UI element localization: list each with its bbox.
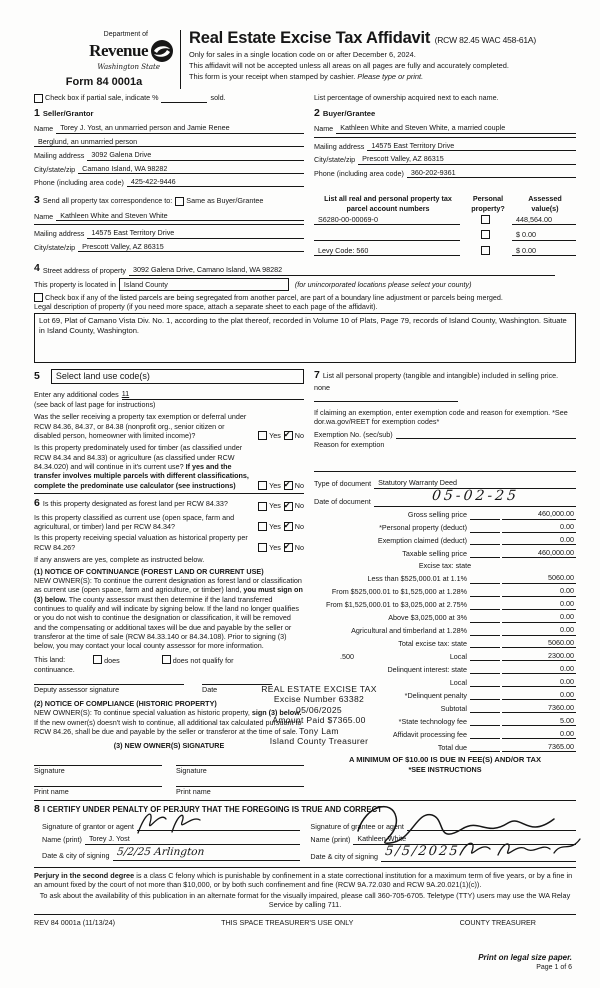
- street-address-input[interactable]: 3092 Galena Drive, Camano Island, WA 98282: [129, 265, 555, 275]
- same-as-buyer-label: Same as Buyer/Grantee: [186, 196, 264, 206]
- owner-signature-line-2[interactable]: Signature: [176, 765, 304, 775]
- section-5-number: 5: [34, 369, 40, 382]
- partial-sale-percent-input[interactable]: [161, 102, 207, 103]
- buyer-mailing-input[interactable]: 14575 East Territory Drive: [367, 141, 576, 151]
- notice-compliance-title: (2) NOTICE OF COMPLIANCE (HISTORIC PROPERTY): [34, 698, 217, 708]
- this-land-label: This land:: [34, 654, 66, 664]
- dept-of-label: Department of: [103, 31, 148, 38]
- section-3-title: Send all property tax correspondence to:: [42, 196, 173, 206]
- partial-sale-checkbox[interactable]: [34, 94, 43, 103]
- personal-property-checkbox-2[interactable]: [481, 230, 490, 239]
- document-date-input[interactable]: 05-02-25: [431, 488, 521, 505]
- does-not-checkbox[interactable]: [162, 655, 171, 664]
- gross-selling-price-value[interactable]: 460,000.00: [502, 509, 576, 519]
- certify-statement: I CERTIFY UNDER PENALTY OF PERJURY THAT THE FOREGOING IS TRUE AND CORRECT: [42, 805, 383, 815]
- excise-tax-state-header: Excise tax: state: [418, 561, 472, 571]
- additional-codes-input[interactable]: 11: [122, 389, 136, 399]
- assessed-value-input-2[interactable]: $ 0.00: [512, 230, 576, 240]
- tax-computation: Gross selling price 460,000.00 *Personal property (deduct) 0.00 Exemption claimed (deduct) 0.00 Taxable selling price 460,000.00 Excise tax: state Less than $525,000.01 at 1.1% 5060.00 From $525,000.01 to $1,525,000 at 1.28% 0.00 From $1,525,000.01 to $3,025,000 at 2.75% 0.00 Above $3,025,000 at 3% 0.00 Agricultural and timberland at 1.28% 0.00 Total excise tax: state 5060.00 .500 Local 2300.00 Delinquent interest: state 0.00 Local 0.00 *Delinquent penalty 0.00 Subtotal 7360.00 *State technology fee 5.00 Affidavit processing fee 0.00 Total due 7365.00 A MINIMUM OF $10.00 IS DUE IN FEE(S) AND/OR TAX *SEE INSTRUCTIONS: [314, 509, 576, 774]
- parcel-row: [314, 246, 576, 256]
- historical-question: Is this property receiving special valuation as historical property per RCW 84.26?: [34, 533, 248, 552]
- section-1-number: 1: [34, 106, 40, 119]
- total-excise-state-value[interactable]: 5060.00: [502, 638, 576, 648]
- seller-phone-input[interactable]: 425-422-9446: [127, 177, 304, 187]
- tier3-value[interactable]: 0.00: [502, 599, 576, 609]
- section-4-number: 4: [34, 262, 40, 275]
- ownership-note: List percentage of ownership acquired next to each name.: [314, 93, 499, 103]
- section-1-seller: [34, 107, 314, 187]
- personal-property-deduct-value[interactable]: 0.00: [502, 522, 576, 532]
- stamp-date: 05/06/2025: [295, 704, 342, 715]
- section-7-number: 7: [314, 368, 320, 381]
- document-type-label: Type of document: [314, 479, 372, 489]
- section-6: 6 Is this property designated as forest land per RCW 84.33? Yes ✔ No Is this property classified as current use (open space, farm and agricultural, or timber) land per RCW 84.34? Yes ✔ No Is this property receiving special valuation as historical property per RCW 84.26? Yes ✔ No If any answers are yes, complete as instructed below. (1) NOTICE OF CONTINUANCE (FOREST LAND OR CURRENT USE) NEW OWNER(S): To continue the current designation as forest land or classification as current use (open space, farm and agriculture, or timber) land, you must sign on (3) below. The county assessor must then determine if the land transferred continues to qualify and will indicate by signing below. If the land no longer qualifies or you do not wish to continue the designation or classification, it will be removed and the compensating or additional taxes will be due and payable by the seller or transferor at the time of sale (RCW 84.33.140 or 84.34.108). Prior to signing (3) below, you may contact your local county assessor for more information. This land: does does not qualify for continuance. Deputy assessor signature Date (2) NOTICE OF COMPLIANCE (HISTORIC PROPERTY) NEW OWNER(S): To continue special valuation as historic property, sign (3) below. If the new owner(s) doesn't wish to continue, all additional tax calculated pursuant to RCW 84.26, shall be due and payable by the seller or transferor at the time of sale. (3) NEW OWNER(S) SIGNATURE Signature Signature Print name Print name: [34, 497, 304, 796]
- does-checkbox[interactable]: [93, 655, 102, 664]
- partial-sale-label: Check box if partial sale, indicate %: [45, 93, 159, 103]
- page-indicator: Page 1 of 6: [536, 963, 572, 971]
- owner-signature-line-1[interactable]: Signature: [34, 765, 162, 775]
- owner-print-line-1[interactable]: Print name: [34, 786, 162, 796]
- assessed-value-input-1[interactable]: 448,564.00: [512, 215, 576, 225]
- state-technology-fee-value[interactable]: 5.00: [502, 716, 576, 726]
- partial-sale-row: [34, 93, 576, 102]
- washington-state-label: Washington State: [97, 63, 160, 72]
- grantee-signature-block: [310, 819, 576, 862]
- tax-city-label: City/state/zip: [34, 242, 76, 252]
- stamp-title: REAL ESTATE EXCISE TAX: [261, 684, 377, 694]
- reason-for-exemption-input[interactable]: [314, 449, 576, 472]
- tax-name-label: Name: [34, 211, 54, 221]
- buyer-mailing-label: Mailing address: [314, 141, 365, 151]
- same-as-buyer-checkbox[interactable]: [175, 197, 184, 206]
- section-8-certify: [34, 800, 576, 861]
- buyer-phone-input[interactable]: 360-202-9361: [407, 168, 576, 178]
- section-3-correspondence: [34, 194, 314, 256]
- timber-no-checkbox[interactable]: [284, 481, 293, 490]
- personal-property-header: Personal property?: [471, 194, 505, 213]
- grantor-date-label: Date & city of signing: [42, 851, 110, 861]
- exemption-no-checkbox[interactable]: [284, 431, 293, 440]
- section-7: [314, 369, 576, 472]
- seller-name-input[interactable]: Torey J. Yost, an unmarried person and Jamie Renee: [56, 123, 304, 133]
- rcw-reference: (RCW 82.45 WAC 458-61A): [434, 35, 536, 45]
- seller-city-label: City/state/zip: [34, 164, 76, 174]
- reet-affidavit-page: Department of Revenue Washington State Form 84 0001a Real Estate Excise Tax Affidavit (RCW 82.45 WAC 458-61A) Only for sales in a single location code on or after December 6, 2024. This affidavit will not be accepted unless all areas on all pages are fully and accurately completed. This form is your receipt when stamped by cashier. Please type or print. Check box if partial sale, indicate % sold. List percentage of ownership acquired next to each name. 1 Seller/Grantor Name Torey J. Yost, an unmarried person and Jamie Renee Berglund, an unmarried person Mailing address 3092 Galena Drive City/state/zip Camano Island, WA 98282 Phone (including area code) 425-422-9446 2 Buyer/Grantee Name Kathleen White and Steven White, a married couple Mailing address 14575 East Territory Drive City/state/zip Prescott Valley, AZ 86315 Phone (including area code) 360-202-9361 3 Send all property tax correspondence to: Same as Buyer/Grantee Name Kathleen White and Steven White Mailing address 14575 East Territory Drive City/state/zip Prescott Valley, AZ 86315 List all real and personal property tax parcel account numbers Personal property? Assessed value(s) S6280-00-00069-0 448,564.00 $ 0.00 Levy Code: 560 $ 0.00 4 Street address of property 3092 Galena Drive, Camano Island, WA 98282 This property is located in Island County (for unincorporated locations please select your county) Check box if any of the listed parcels are being segregated from another parcel, are part of a boundary line adjustment or parcels being merged. Legal description of property (if you need more space, attach a separate sheet to each page of the affidavit). Lot 69, Plat of Camano Vista Div. No. 1, according to the plat thereof, recorded in Volume 10 of Plats, Page 79, records of Island County, Washington. Situate in Island County, Washington. 5 Select land use code(s) Enter any additional codes 11 (see back of last page for instructions) Was the seller receiving a property tax exemption or deferral under RCW 84.36, 84.37, or 84.38 (nonprofit org., senior citizen or disabled person, homeowner with limited income)? Yes ✔ No Is this property predominately used for timber (as classified under RCW 84.34 and 84.33) or agriculture (as classified under RCW 84.34.020) and will continue in it's current use? If yes and the transfer involves multiple parcels with different classifications, complete the predominate use calculator (see instructions) Yes ✔ No 6 Is this property designated as forest land per RCW 84.33? Yes ✔ No Is this property classified as current use (open space, farm and agricultural, or timber) land per RCW 84.34? Yes ✔ No Is this property receiving special valuation as historical property per RCW 84.26? Yes ✔ No If any answers are yes, complete as instructed below. (1) NOTICE OF CONTINUANCE (FOREST LAND OR CURRENT USE) NEW OWNER(S): To continue the current designation as forest land or classification as current use (open space, farm and agriculture, or timber) land, you must sign on (3) below. The county assessor must then determine if the land transferred continues to qualify and will indicate by signing below. If the land no longer qualifies or you do not wish to continue the designation or classification, it will be removed and the compensating or additional taxes will be due and payable by the seller or transferor at the time of sale (RCW 84.33.140 or 84.34.108). Prior to signing (3) below, you may contact your local county assessor for more information. This land: does does not qualify for continuance. Deputy assessor signature Date (2) NOTICE OF COMPLIANCE (HISTORIC PROPERTY) NEW OWNER(S): To continue special valuation as historic property, sign (3) below. If the new owner(s) doesn't wish to continue, all additional tax calculated pursuant to RCW 84.26, shall be due and payable by the seller or transferor at the time of sale. (3) NEW OWNER(S) SIGNATURE Signature Signature Print name Print name 7 List all personal property (tangible and intangible) included in selling price. none If claiming an exemption, enter exemption code and reason for exemption. *See dor.wa.gov/REET for exemption codes* Exemption No. (sec/sub) Reason for exemption Type of document Statutory Warranty Deed Date of document 05-02-25 Gross selling price 460,000.00 *Personal property (deduct) 0.00 Exemption claimed (deduct) 0.00 Taxable selling price 460,000.00 Excise tax: state Less than $525,000.01 at 1.1% 5060.00 From $525,000.01 to $1,525,000 at 1.28% 0.00 From $1,525,000.01 to $3,025,000 at 2.75% 0.00 Above $3,025,000 at 3% 0.00 Agricultural and timberland at 1.28% 0.00 Total excise tax: state 5060.00 .500 Local 2300.00 Delinquent interest: state 0.00 Local 0.00 *Delinquent penalty 0.00 Subtotal 7360.00 *State technology fee 5.00 Affidavit processing fee 0.00 Total due 7365.00 A MINIMUM OF $10.00 IS DUE IN FEE(S) AND/OR TAX *SEE INSTRUCTIONS REAL ESTATE EXCISE TAX Excise Number 63382 05/06/2025 Amount Paid $7365.00 Tony Lam Island County Treasurer 8 I CERTIFY UNDER PENALTY OF PERJURY THAT THE FOREGOING IS TRUE AND CORRECT Signature of grantor or agent Name (print) Torey J. Yost Date & city of signing 5/2/25 Arlington Signature of grantee or agent Name (print) Kathleen White Date & city of signing 5/5/2025 Perjury in the second degree is a class C felony which is punishable by confinement in a state correctional institution for a maximum term of five years, or by a fine in an amount fixed by the court of not more than $10,000, or by both such confinement and fine (RCW 9A.72.030 and RCW 9A.20.021(1)(c)). To ask about the availability of this publication in an alternate format for the visually impaired, please call 360-705-6705. Teletype (TTY) users may use the WA Relay Service by calling 711. REV 84 0001a (11/13/24) THIS SPACE TREASURER'S USE ONLY COUNTY TREASURER Print on legal size paper. Page 1 of 6: [0, 0, 600, 988]
- grantor-signature-label: Signature of grantor or agent: [42, 821, 134, 831]
- buyer-name-input-2[interactable]: [314, 137, 576, 138]
- forest-yes-checkbox[interactable]: [258, 502, 267, 511]
- document-type-input[interactable]: Statutory Warranty Deed: [374, 478, 576, 488]
- section-1-title: Seller/Grantor: [42, 108, 94, 118]
- rev-number: REV 84 0001a (11/13/24): [34, 917, 115, 927]
- section-3-number: 3: [34, 194, 40, 207]
- deputy-date-line[interactable]: Date: [202, 684, 272, 694]
- parcel-header: List all real and personal property tax parcel account numbers: [324, 194, 452, 213]
- delinquent-interest-state-value[interactable]: 0.00: [502, 664, 576, 674]
- exemption-number-input[interactable]: [396, 438, 576, 439]
- seller-exemption-question: Was the seller receiving a property tax exemption or deferral under RCW 84.36, 84.37, or 84.38 (nonprofit org., senior citizen or disabled person, homeowner with limited income)?: [34, 412, 247, 440]
- local-excise-value[interactable]: 2300.00: [502, 651, 576, 661]
- see-back-note: (see back of last page for instructions): [34, 399, 156, 409]
- footer: [34, 914, 576, 927]
- timber-question: Is this property predominately used for timber (as classified under RCW 84.34 and 84.33) or agriculture (as classified under RCW 84.34.020) and will continue in it's current use? If yes and the transfer involves multiple parcels with different classifications, complete the predominate use calculator (see instructions): [34, 443, 249, 490]
- new-owners-signature-title: (3) NEW OWNER(S) SIGNATURE: [113, 741, 225, 751]
- exemption-claimed-value[interactable]: 0.00: [502, 535, 576, 545]
- subtitle-1: Only for sales in a single location code on or after December 6, 2024.: [189, 50, 416, 60]
- exemption-yes-checkbox[interactable]: [258, 431, 267, 440]
- section-2-buyer: [314, 107, 576, 187]
- tax-city-input[interactable]: Prescott Valley, AZ 86315: [78, 242, 304, 252]
- minimum-due-note: A MINIMUM OF $10.00 IS DUE IN FEE(S) AND/OR TAX: [348, 755, 542, 765]
- forest-land-question: Is this property designated as forest land per RCW 84.33?: [42, 499, 228, 509]
- subtotal-value[interactable]: 7360.00: [502, 703, 576, 713]
- seller-mailing-input[interactable]: 3092 Galena Drive: [87, 150, 304, 160]
- delinquent-penalty-value[interactable]: 0.00: [502, 690, 576, 700]
- notice-continuance-title: (1) NOTICE OF CONTINUANCE (FOREST LAND OR CURRENT USE): [34, 566, 264, 576]
- grantor-date-input[interactable]: 5/2/25 Arlington: [115, 846, 205, 859]
- tax-mailing-label: Mailing address: [34, 229, 85, 239]
- partial-sale-sold-label: sold.: [210, 93, 226, 103]
- grantor-signature-input[interactable]: [137, 830, 300, 831]
- current-use-yes-checkbox[interactable]: [258, 522, 267, 531]
- county-select[interactable]: Island County: [119, 278, 289, 291]
- personal-property-value[interactable]: none: [314, 383, 330, 393]
- section-5: [34, 369, 304, 385]
- page-title: Real Estate Excise Tax Affidavit (RCW 82.45 WAC 458-61A): [189, 29, 536, 47]
- exemption-note: If claiming an exemption, enter exemption code and reason for exemption. *See dor.wa.gov/REET for exemption codes*: [314, 407, 568, 427]
- affidavit-processing-fee-value[interactable]: 0.00: [502, 729, 576, 739]
- agri-timber-value[interactable]: 0.00: [502, 625, 576, 635]
- legal-description-input[interactable]: Lot 69, Plat of Camano Vista Div. No. 1, according to the plat thereof, recorded in Volume 10 of Plats, Page 79, records of Island County, Washington. Situate in Island County, Washington.: [34, 313, 576, 363]
- tier1-value[interactable]: 5060.00: [502, 573, 576, 583]
- street-address-label: Street address of property: [42, 266, 126, 276]
- parcel-row: [314, 215, 576, 225]
- seller-name-input-2[interactable]: Berglund, an unmarried person: [34, 137, 304, 147]
- legal-size-note: Print on legal size paper.: [478, 952, 572, 962]
- dor-swirl-icon: [150, 39, 174, 63]
- buyer-phone-label: Phone (including area code): [314, 168, 404, 178]
- land-use-code-select[interactable]: Select land use code(s): [51, 369, 304, 385]
- tax-name-input-2[interactable]: [34, 224, 304, 225]
- document-date-label: Date of document: [314, 497, 371, 507]
- stamp-excise-number: Excise Number 63382: [273, 694, 365, 705]
- stamp-amount-paid: Amount Paid $7365.00: [272, 715, 366, 726]
- grantee-signature-label: Signature of grantee or agent: [310, 821, 404, 831]
- stamp-treasurer-name: Tony Lam: [299, 725, 339, 736]
- personal-property-checkbox-3[interactable]: [481, 246, 490, 255]
- county-treasurer-label: COUNTY TREASURER: [459, 917, 536, 927]
- see-instructions-note: *SEE INSTRUCTIONS: [408, 764, 482, 774]
- print-note: [478, 953, 572, 972]
- grantee-date-label: Date & city of signing: [310, 852, 378, 862]
- historical-no-checkbox[interactable]: [284, 543, 293, 552]
- personal-property-list-label: List all personal property (tangible and intangible) included in selling price.: [322, 370, 559, 380]
- tier4-value[interactable]: 0.00: [502, 612, 576, 622]
- buyer-name-label: Name: [314, 124, 334, 134]
- personal-property-checkbox-1[interactable]: [481, 215, 490, 224]
- notice-compliance-body: NEW OWNER(S): To continue special valuation as historic property, sign (3) below. If the new owner(s) doesn't wish to continue, all additional tax calculated pursuant to RCW 84.26, shall be due and payable by the seller or transferor at the time of sale.: [34, 708, 302, 736]
- tax-name-input[interactable]: Kathleen White and Steven White: [56, 211, 304, 221]
- alt-format-notice: To ask about the availability of this publication in an alternate format for the visually impaired, please call 360-705-6705. Teletype (TTY) users may use the WA Relay Service by calling 711.: [39, 890, 571, 910]
- grantee-date-input[interactable]: 5/5/2025: [384, 843, 461, 859]
- grantee-name-input[interactable]: Kathleen White: [353, 834, 576, 844]
- parcel-number-input[interactable]: S6280-00-00069-0: [314, 215, 460, 225]
- seller-mailing-label: Mailing address: [34, 151, 85, 161]
- delinquent-interest-local-value[interactable]: 0.00: [502, 677, 576, 687]
- perjury-bold-lead: Perjury in the second degree: [34, 870, 135, 880]
- seller-name-label: Name: [34, 124, 54, 134]
- perjury-notice: Perjury in the second degree is a class C felony which is punishable by confinement in a state correctional institution for a maximum term of five years, or by a fine in an amount fixed by the court of not more than $10,000, or by both such confinement and fine (RCW 9A.72.030 and RCW 9A.20.021(1)(c)). To ask about the availability of this publication in an alternate format for the visually impaired, please call 360-705-6705. Teletype (TTY) users may use the WA Relay Service by calling 711.: [34, 867, 576, 910]
- segregated-checkbox[interactable]: [34, 293, 43, 302]
- section-2-title: Buyer/Grantee: [322, 108, 376, 118]
- section-6-number: 6: [34, 497, 40, 510]
- continuance-label: continuance.: [34, 665, 75, 675]
- form-number: Form 84 0001a: [65, 76, 143, 89]
- parcel-number-input-2[interactable]: [314, 240, 460, 241]
- assessed-value-input-3[interactable]: $ 0.00: [512, 246, 576, 256]
- grantee-signature-input[interactable]: [407, 830, 576, 831]
- parcel-row: [314, 230, 576, 240]
- located-in-label: This property is located in: [34, 279, 116, 289]
- deputy-assessor-signature-line[interactable]: Deputy assessor signature: [34, 684, 184, 694]
- seller-city-input[interactable]: Camano Island, WA 98282: [78, 164, 304, 174]
- additional-codes-label: Enter any additional codes: [34, 390, 119, 400]
- tier2-value[interactable]: 0.00: [502, 586, 576, 596]
- section-8-number: 8: [34, 803, 40, 816]
- total-due-value[interactable]: 7365.00: [502, 742, 576, 752]
- treasurer-use-label: THIS SPACE TREASURER'S USE ONLY: [221, 917, 354, 927]
- current-use-question: Is this property classified as current use (open space, farm and agricultural, or timber) land per RCW 84.34?: [34, 512, 235, 532]
- treasurer-stamp: [224, 684, 414, 747]
- levy-code-input[interactable]: Levy Code: 560: [314, 246, 460, 256]
- timber-yes-checkbox[interactable]: [258, 481, 267, 490]
- grantee-name-label: Name (print): [310, 835, 351, 845]
- header: [34, 26, 576, 89]
- stamp-treasurer-title: Island County Treasurer: [269, 736, 369, 747]
- parcel-table: [314, 194, 576, 256]
- legal-description-label: Legal description of property (if you need more space, attach a separate sheet to each page of the affidavit).: [34, 302, 378, 312]
- forest-no-checkbox[interactable]: [284, 502, 293, 511]
- seller-phone-label: Phone (including area code): [34, 177, 124, 187]
- grantor-signature-block: [34, 819, 300, 862]
- buyer-name-input[interactable]: Kathleen White and Steven White, a married couple: [336, 123, 576, 133]
- historical-yes-checkbox[interactable]: [258, 543, 267, 552]
- grantor-name-input[interactable]: Torey J. Yost: [85, 834, 300, 844]
- segregated-label: Check box if any of the listed parcels are being segregated from another parcel, are part of a boundary line adjustment or parcels being merged.: [45, 293, 503, 303]
- grantor-name-label: Name (print): [42, 835, 82, 845]
- revenue-wordmark: Revenue: [89, 41, 148, 61]
- notice-continuance-body: NEW OWNER(S): To continue the current designation as forest land or classification as current use (open space, farm and agriculture, or timber) land, you must sign on (3) below. The county assessor must then determine if the land transferred continues to qualify and will indicate by signing below. If the land no longer qualifies or you do not wish to continue the designation or classification, it will be removed and the compensating or additional taxes will be due and payable by the seller or transferor at the time of sale (RCW 84.33.140 or 84.34.108). Prior to signing (3) below, you may contact your local county assessor for more information.: [34, 575, 303, 651]
- subtitle-2: This affidavit will not be accepted unless all areas on all pages are fully and accurately completed.: [189, 61, 509, 71]
- buyer-city-label: City/state/zip: [314, 155, 356, 165]
- current-use-no-checkbox[interactable]: [284, 522, 293, 531]
- section-4-property: [34, 262, 576, 363]
- exemption-number-label: Exemption No. (sec/sub): [314, 429, 393, 439]
- local-rate: .500: [340, 652, 354, 662]
- taxable-selling-price-value[interactable]: 460,000.00: [502, 548, 576, 558]
- personal-property-line[interactable]: [314, 393, 458, 402]
- reason-for-exemption-label: Reason for exemption: [314, 439, 385, 449]
- buyer-city-input[interactable]: Prescott Valley, AZ 86315: [358, 154, 576, 164]
- assessed-value-header: Assessed value(s): [528, 194, 562, 213]
- if-yes-note: If any answers are yes, complete as instructed below.: [34, 555, 205, 565]
- tax-mailing-input[interactable]: 14575 East Territory Drive: [87, 228, 304, 238]
- county-note: (for unincorporated locations please select your county): [294, 279, 472, 289]
- dor-logo: [34, 26, 174, 89]
- subtitle-3: This form is your receipt when stamped by cashier. Please type or print.: [189, 71, 424, 81]
- header-divider: [180, 30, 181, 89]
- section-2-number: 2: [314, 106, 320, 119]
- owner-print-line-2[interactable]: Print name: [176, 786, 304, 796]
